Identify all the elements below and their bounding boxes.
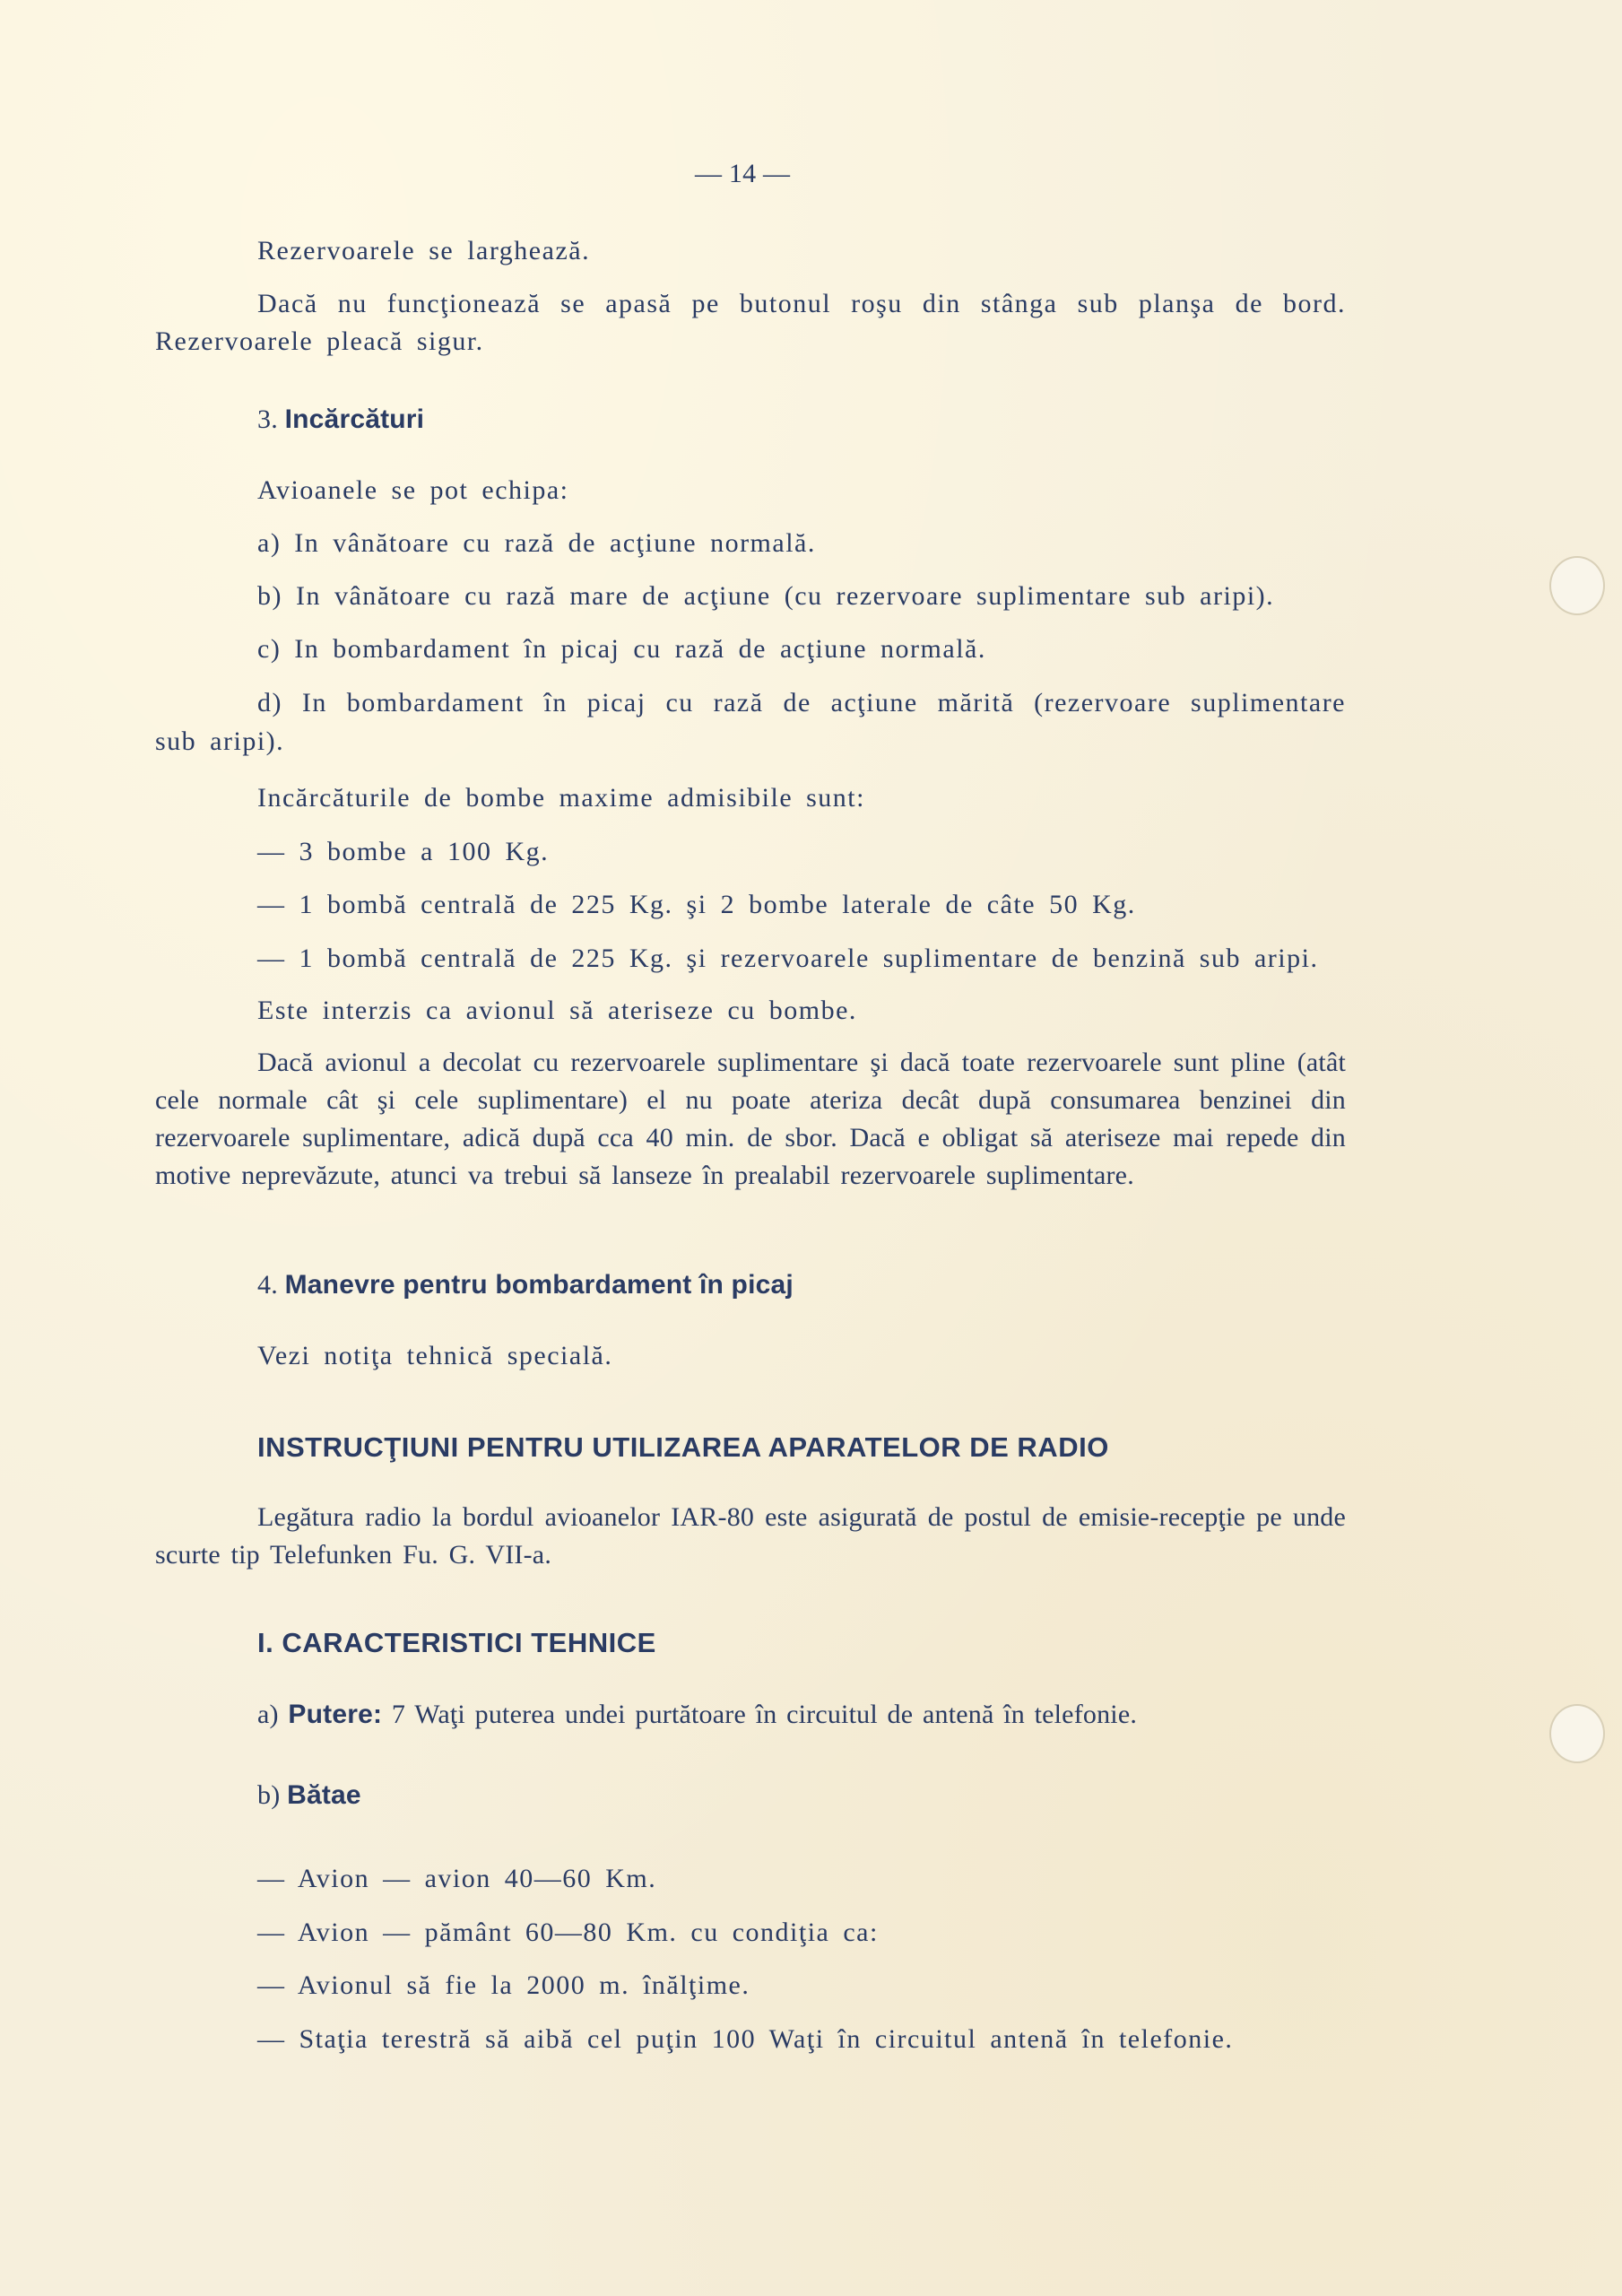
section-number: 3. [257, 404, 278, 434]
text-line: Rezervoarele se larghează. [257, 236, 591, 265]
paragraph: Dacă avionul a decolat cu rezervoarele suplimentare şi dacă toate rezervoarele sunt pline (atât cele normale cât şi cele suplimentare) el nu poate ateriza decât după consumarea benzinei din rezervoarele suplimentare, adică după cca 40 min. de sbor. Dacă e obligat să ateriseze mai repede din motive neprevăzute, atunci va trebui să lanseze în prealabil rezervoarele suplimentare. [155, 1048, 1346, 1190]
page-number: — 14 — [695, 159, 791, 188]
text-line: Avioanele se pot echipa: [257, 475, 569, 505]
list-item: — Avion — avion 40—60 Km. [257, 1864, 657, 1893]
text-line: Este interzis ca avionul să ateriseze cu bombe. [257, 996, 857, 1025]
item-title: Bătae [287, 1780, 361, 1810]
item-label: a) [257, 1700, 279, 1729]
item-title: Putere: [288, 1700, 383, 1729]
technical-item [257, 1777, 361, 1814]
list-item: b) In vânătoare cu rază mare de acţiune (cu rezervoare suplimentare sub aripi). [257, 581, 1275, 611]
section-title: Manevre pentru bombardament în picaj [284, 1270, 794, 1300]
radio-instructions-heading: INSTRUCŢIUNI PENTRU UTILIZAREA APARATELOR DE RADIO [257, 1431, 1109, 1463]
section-number: 4. [257, 1270, 278, 1300]
list-item: — Staţia terestră să aibă cel puţin 100 Waţi în circuitul antenă în telefonie. [257, 2024, 1234, 2054]
text-line: Incărcăturile de bombe maxime admisibile sunt: [257, 783, 865, 813]
subsection-heading: I. CARACTERISTICI TEHNICE [257, 1627, 656, 1658]
paragraph: Legătura radio la bordul avioanelor IAR-80 este asigurată de postul de emisie-recepţie pe unde scurte tip Telefunken Fu. G. VII-a. [155, 1502, 1346, 1570]
list-item: — 1 bombă centrală de 225 Kg. şi 2 bombe laterale de câte 50 Kg. [257, 890, 1136, 919]
section-title: Incărcături [284, 404, 425, 434]
section-heading [257, 401, 424, 439]
list-item: — 1 bombă centrală de 225 Kg. şi rezervoarele suplimentare de benzină sub aripi. [257, 944, 1319, 973]
text-line: Vezi notiţa tehnică specială. [257, 1341, 613, 1370]
list-item: — 3 bombe a 100 Kg. [257, 837, 550, 866]
list-item: — Avionul să fie la 2000 m. înălţime. [257, 1970, 750, 2000]
list-item-continuation: sub aripi). [155, 726, 285, 756]
list-item: — Avion — pământ 60—80 Km. cu condiţia ca: [257, 1918, 879, 1947]
section-heading [257, 1266, 794, 1304]
item-text: 7 Waţi puterea undei purtătoare în circuitul de antenă în telefonie. [391, 1700, 1138, 1729]
item-label: b) [257, 1780, 281, 1810]
technical-item [257, 1696, 1137, 1734]
punch-hole-top [1549, 556, 1605, 615]
list-item: c) In bombardament în picaj cu rază de acţiune normală. [257, 634, 986, 664]
list-item: d) In bombardament în picaj cu rază de acţiune mărită (rezervoare suplimentare [257, 688, 1346, 718]
list-item: a) In vânătoare cu rază de acţiune normală. [257, 528, 816, 558]
paragraph: Dacă nu funcţionează se apasă pe butonul roşu din stânga sub planşa de bord. Rezervoarele pleacă sigur. [155, 289, 1346, 356]
punch-hole-bottom [1549, 1704, 1605, 1763]
